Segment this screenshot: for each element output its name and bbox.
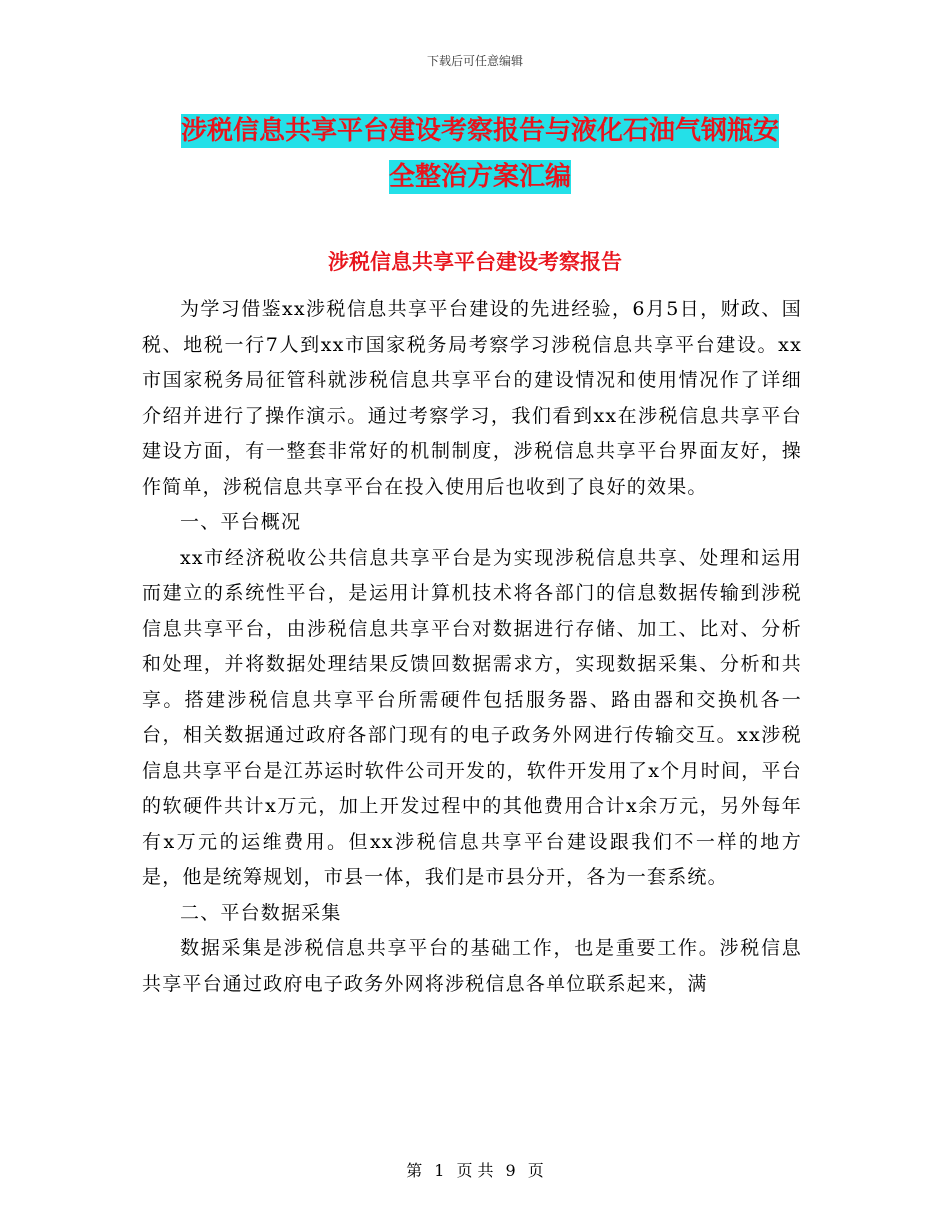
page-number-current: 1 xyxy=(434,1161,445,1180)
page-number-middle: 页 共 xyxy=(456,1161,494,1180)
heading-platform-overview: 一、平台概况 xyxy=(180,511,302,533)
document-title-line-1: 涉税信息共享平台建设考察报告与液化石油气钢瓶安 xyxy=(180,116,779,146)
paragraph-platform-overview: xx市经济税收公共信息共享平台是为实现涉税信息共享、处理和运用而建立的系统性平台，是运用计算机技术将各部门的信息数据传输到涉税信息共享平台，由涉税信息共享平台对数据进行存储、加工、比对、分析和处理，并将数据处理结果反馈回数据需求方，实现数据采集、分析和共享。搭建涉税信息共享平台所需硬件包括服务器、路由器和交换机各一台，相关数据通过政府各部门现有的电子政务外网进行传输交互。xx涉税信息共享平台是江苏运时软件公司开发的，软件开发用了x个月时间，平台的软硬件共计x万元，加上开发过程中的其他费用合计x余万元，另外每年有x万元的运维费用。但xx涉税信息共享平台建设跟我们不一样的地方是，他是统筹规划，市县一体，我们是市县分开，各为一套系统。 xyxy=(142,546,802,888)
page-number-suffix: 页 xyxy=(527,1161,544,1180)
document-body xyxy=(142,292,802,1002)
paragraph-intro: 为学习借鉴xx涉税信息共享平台建设的先进经验，6月5日，财政、国税、地税一行7人到xx市国家税务局考察学习涉税信息共享平台建设。xx市国家税务局征管科就涉税信息共享平台的建设情况和使用情况作了详细介绍并进行了操作演示。通过考察学习，我们看到xx在涉税信息共享平台建设方面，有一整套非常好的机制制度，涉税信息共享平台界面友好，操作简单，涉税信息共享平台在投入使用后也收到了良好的效果。 xyxy=(142,298,802,498)
page-footer xyxy=(0,1158,950,1181)
document-title-line-2: 全整治方案汇编 xyxy=(388,162,571,192)
heading-data-collection: 二、平台数据采集 xyxy=(180,901,342,924)
header-note: 下载后可任意编辑 xyxy=(426,54,523,68)
section-title: 涉税信息共享平台建设考察报告 xyxy=(328,250,622,274)
document-title xyxy=(140,108,820,200)
paragraph-data-collection: 数据采集是涉税信息共享平台的基础工作，也是重要工作。涉税信息共享平台通过政府电子政务外网将涉税信息各单位联系起来，满 xyxy=(142,937,802,995)
page-number-total: 9 xyxy=(505,1161,516,1180)
page-number-prefix: 第 xyxy=(406,1161,423,1180)
